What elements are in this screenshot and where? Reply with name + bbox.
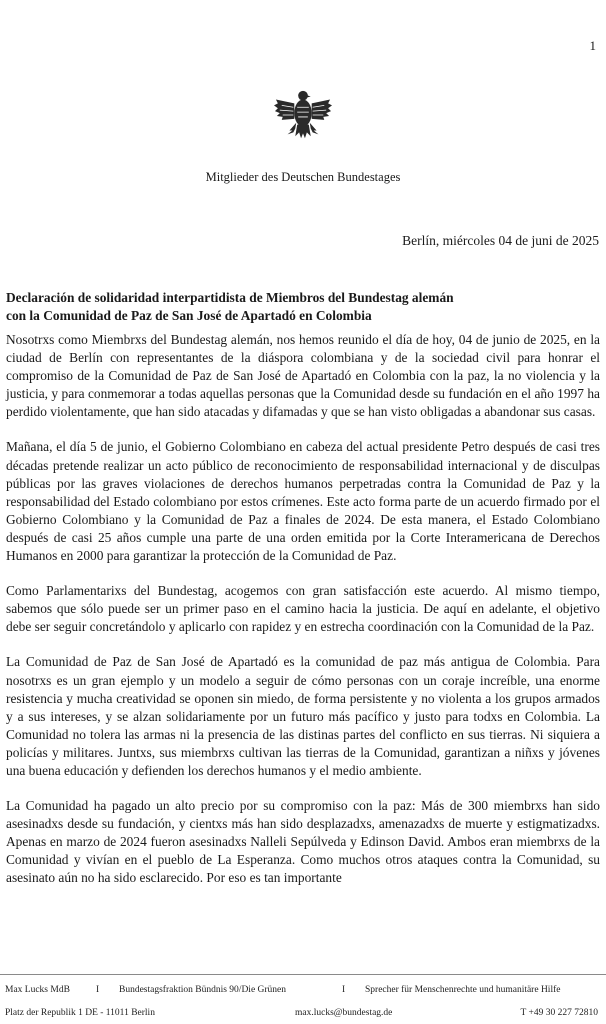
footer-divider — [0, 974, 606, 975]
document-title-line-1: Declaración de solidaridad interpartidista de Miembros del Bundestag alemán — [6, 290, 454, 305]
document-title — [6, 289, 600, 325]
document-body — [6, 331, 600, 905]
document-title-line-2: con la Comunidad de Paz de San José de Apartadó en Colombia — [6, 308, 372, 323]
footer-address: Platz der Republik 1 DE - 11011 Berlin — [5, 1008, 155, 1018]
footer-phone: T +49 30 227 72810 — [520, 1008, 598, 1018]
footer-separator: I — [342, 985, 346, 995]
date-line: Berlín, miércoles 04 de juni de 2025 — [402, 233, 599, 248]
paragraph-5: La Comunidad ha pagado un alto precio por su compromiso con la paz: Más de 300 miembrxs han sido asesinadxs desde su fundación, y cientxs más han sido desplazadxs, amenazadxs de muerte y estigmatizadxs. Apenas en marzo de 2024 fueron asesinadxs Nalleli Sepúlveda y Edinson David. Ambos eran miembrxs de la Comunidad y vivían en el pueblo de La Esperanza. Como muchos otros ataques contra la Comunidad, su asesinato aún no ha sido esclarecido. Por eso es tan importante — [6, 798, 600, 886]
footer-email[interactable]: max.lucks@bundestag.de — [295, 1008, 393, 1018]
footer-separator: I — [96, 985, 100, 995]
header-title: Mitglieder des Deutschen Bundestages — [205, 170, 401, 184]
footer-role: Sprecher für Menschenrechte und humanitäre Hilfe — [365, 985, 561, 995]
paragraph-2: Mañana, el día 5 de junio, el Gobierno Colombiano en cabeza del actual presidente Petro después de casi tres décadas pretende realizar un acto público de reconocimiento de responsabilidad internacional y de disculpas públicas por las graves violaciones de derechos humanos perpetradas contra la Comunidad de Paz y la responsabilidad del Estado colombiano por estos crímenes. Este acto forma parte de un acuerdo firmado por el Gobierno Colombiano y la Comunidad de Paz a finales de 2024. De esta manera, el Estado Colombiano después de casi 25 años cumple una parte de una orden emitida por la Corte Interamericana de Derechos Humanos en 2000 para garantizar la protección de la Comunidad de Paz. — [6, 439, 600, 564]
paragraph-1: Nosotrxs como Miembrxs del Bundestag alemán, nos hemos reunido el día de hoy, 04 de junio de 2025, en la ciudad de Berlín con representantes de la diáspora colombiana y de la sociedad civil para honrar el compromiso de la Comunidad de Paz de San José de Apartadó en Colombia con la paz, la no violencia y la justicia, y para conmemorar a todas aquellas personas que la Comunidad desde su fundación en el año 1997 ha perdido violentamente, que han sido atacadas y difamadas y que se han visto obligadas a abandonar sus casas. — [6, 332, 600, 420]
footer-faction: Bundestagsfraktion Bündnis 90/Die Grünen — [119, 985, 287, 995]
paragraph-3: Como Parlamentarixs del Bundestag, acogemos con gran satisfacción este acuerdo. Al mismo tiempo, sabemos que sólo puede ser un primer paso en el camino hacia la justicia. De aquí en adelante, el objetivo debe ser seguir concretándolo y aplicarlo con rapidez y en estrecha coordinación con la Comunidad de la Paz. — [6, 583, 600, 635]
bundestag-eagle-icon — [274, 86, 332, 144]
footer-name: Max Lucks MdB — [5, 985, 70, 995]
page-number: 1 — [589, 38, 596, 53]
paragraph-4: La Comunidad de Paz de San José de Apartadó es la comunidad de paz más antigua de Colombia. Para nosotrxs es un gran ejemplo y un modelo a seguir de cómo personas con un coraje increíble, una enorme resistencia y mucha creatividad se oponen sin miedo, de forma persistente y no violenta a los grupos armados y a sus intereses, y se alzan solidariamente por un futuro más pacífico y justo para todxs en Colombia. La Comunidad no tolera las armas ni la presencia de las distinas partes del conflicto en sus tierras. Ni siquiera a policías y militares. Juntxs, sus miembrxs cultivan las tierras de la Comunidad, garantizan a niñxs y jóvenes una buena educación y defienden los derechos humanos y el medio ambiente. — [6, 654, 600, 778]
